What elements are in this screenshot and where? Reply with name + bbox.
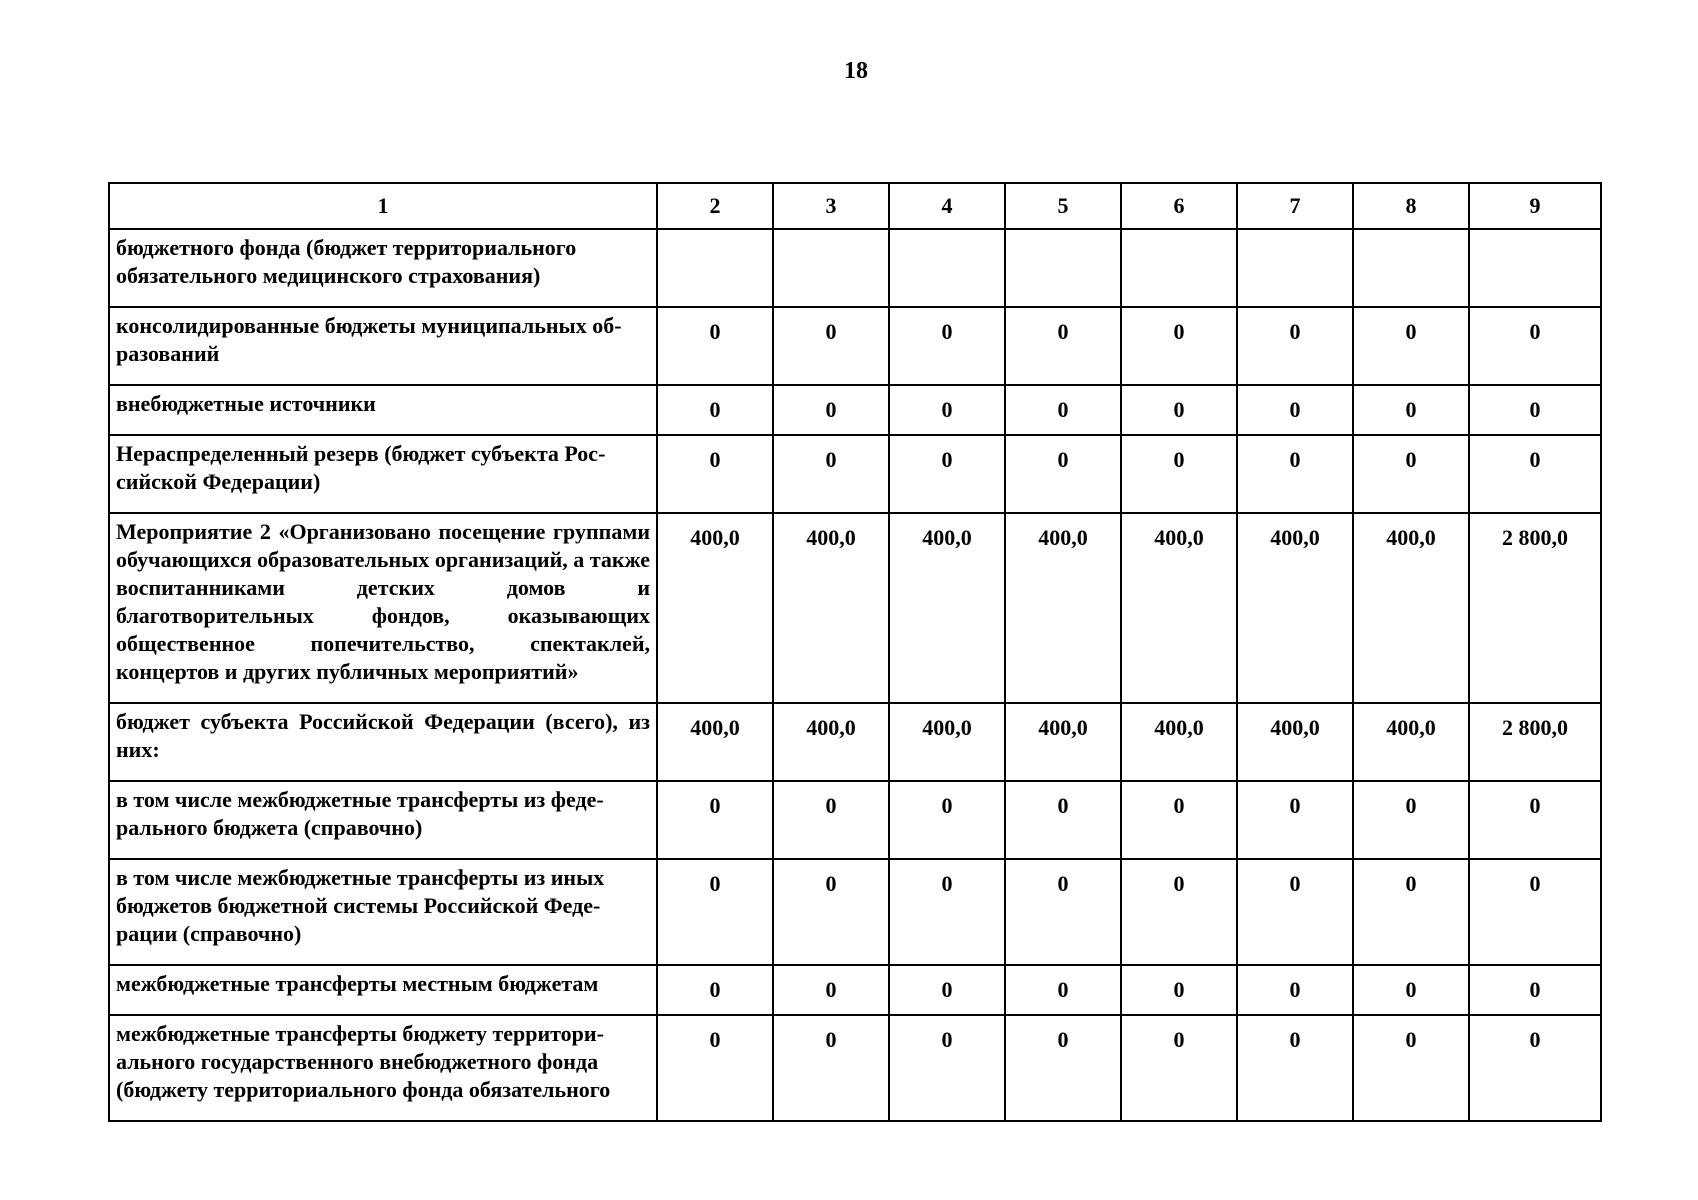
column-header: 4 [889, 183, 1005, 229]
table-cell: 0 [889, 781, 1005, 859]
row-label: внебюджетные источники [109, 385, 657, 435]
table-cell: 400,0 [1121, 513, 1237, 703]
table-cell: 0 [1237, 965, 1353, 1015]
row-label: в том числе межбюджетные трансферты из феде-рального бюджета (справочно) [109, 781, 657, 859]
column-header: 3 [773, 183, 889, 229]
table-cell: 0 [889, 435, 1005, 513]
table-cell: 2 800,0 [1469, 513, 1601, 703]
budget-table [108, 182, 1602, 1122]
table-row [109, 385, 1601, 435]
table-cell: 0 [1353, 859, 1469, 965]
table-cell: 400,0 [889, 513, 1005, 703]
table-cell: 0 [1121, 435, 1237, 513]
row-label: межбюджетные трансферты местным бюджетам [109, 965, 657, 1015]
table-cell: 0 [1121, 307, 1237, 385]
table-cell: 0 [1469, 385, 1601, 435]
table-cell: 400,0 [889, 703, 1005, 781]
table-cell: 0 [773, 435, 889, 513]
column-header: 5 [1005, 183, 1121, 229]
table-row [109, 1015, 1601, 1121]
table-cell: 0 [773, 385, 889, 435]
table-cell: 0 [1353, 435, 1469, 513]
page-number: 18 [844, 58, 868, 84]
table-cell: 0 [1237, 859, 1353, 965]
table-cell: 0 [657, 965, 773, 1015]
table-cell: 0 [1005, 965, 1121, 1015]
table-cell: 0 [1121, 781, 1237, 859]
table-cell: 0 [773, 307, 889, 385]
table-cell: 400,0 [657, 513, 773, 703]
table-cell: 0 [889, 385, 1005, 435]
table-row [109, 513, 1601, 703]
table-row [109, 435, 1601, 513]
table-cell: 0 [1469, 859, 1601, 965]
row-label: межбюджетные трансферты бюджету территори-ального государственного внебюджетного фонда (бюджету территориального фонда обязательного [109, 1015, 657, 1121]
table-cell: 0 [657, 1015, 773, 1121]
table-cell [657, 229, 773, 307]
table-row [109, 965, 1601, 1015]
table-cell: 0 [1005, 781, 1121, 859]
table-cell: 0 [773, 1015, 889, 1121]
table-cell: 0 [1469, 435, 1601, 513]
table-cell [1469, 229, 1601, 307]
table-cell: 0 [1121, 385, 1237, 435]
table-cell: 400,0 [773, 703, 889, 781]
table-cell [1353, 229, 1469, 307]
table-cell: 400,0 [1005, 703, 1121, 781]
table-cell: 0 [1005, 385, 1121, 435]
table-cell: 400,0 [1237, 513, 1353, 703]
table-cell [889, 229, 1005, 307]
column-header: 7 [1237, 183, 1353, 229]
table-cell: 0 [1237, 307, 1353, 385]
row-label: Нераспределенный резерв (бюджет субъекта Рос-сийской Федерации) [109, 435, 657, 513]
table-row [109, 859, 1601, 965]
table-row [109, 703, 1601, 781]
table-cell: 0 [657, 435, 773, 513]
table-cell: 0 [773, 781, 889, 859]
table-cell: 0 [1469, 965, 1601, 1015]
table-cell: 0 [657, 385, 773, 435]
table-row [109, 781, 1601, 859]
table-cell [1005, 229, 1121, 307]
row-label: бюджет субъекта Российской Федерации (всего), из них: [109, 703, 657, 781]
column-header: 9 [1469, 183, 1601, 229]
table-cell: 0 [1005, 859, 1121, 965]
table-cell: 400,0 [1005, 513, 1121, 703]
table-cell: 0 [889, 1015, 1005, 1121]
table-cell: 0 [1469, 781, 1601, 859]
table-cell: 400,0 [1353, 703, 1469, 781]
table-cell: 400,0 [1353, 513, 1469, 703]
column-header: 2 [657, 183, 773, 229]
table-cell: 0 [657, 859, 773, 965]
table-cell: 0 [773, 965, 889, 1015]
table-cell: 0 [1353, 307, 1469, 385]
table-cell: 0 [1353, 965, 1469, 1015]
table-cell: 400,0 [1121, 703, 1237, 781]
table-cell [773, 229, 889, 307]
table-cell: 0 [657, 307, 773, 385]
table-cell [1121, 229, 1237, 307]
table-cell: 0 [1353, 385, 1469, 435]
table-cell: 0 [1121, 859, 1237, 965]
table-cell: 0 [1005, 435, 1121, 513]
table-cell: 400,0 [657, 703, 773, 781]
table-cell: 0 [657, 781, 773, 859]
table-cell: 0 [1005, 307, 1121, 385]
table-cell: 0 [1469, 1015, 1601, 1121]
table-cell: 0 [889, 859, 1005, 965]
table-cell: 0 [889, 965, 1005, 1015]
row-label: в том числе межбюджетные трансферты из иных бюджетов бюджетной системы Российской Феде-рации (справочно) [109, 859, 657, 965]
table-cell: 0 [1469, 307, 1601, 385]
table-cell [1237, 229, 1353, 307]
table-cell: 0 [773, 859, 889, 965]
table-cell: 0 [1353, 1015, 1469, 1121]
table-cell: 0 [1121, 1015, 1237, 1121]
row-label: Мероприятие 2 «Организовано посещение группами обучающихся образовательных организаций, а также воспитанниками детских домов и благотворительных фондов, оказывающих общественное попечительство, спектаклей, концертов и других публичных мероприятий» [109, 513, 657, 703]
table-row [109, 229, 1601, 307]
table-cell: 0 [1237, 385, 1353, 435]
table-row [109, 307, 1601, 385]
table-cell: 0 [1121, 965, 1237, 1015]
table-cell: 400,0 [773, 513, 889, 703]
table-cell: 0 [1237, 1015, 1353, 1121]
table-cell: 0 [1237, 781, 1353, 859]
column-header: 6 [1121, 183, 1237, 229]
table-header-row [109, 183, 1601, 229]
table-cell: 0 [1353, 781, 1469, 859]
row-label: бюджетного фонда (бюджет территориального обязательного медицинского страхования) [109, 229, 657, 307]
table-cell: 0 [1237, 435, 1353, 513]
table-cell: 0 [889, 307, 1005, 385]
table-cell: 400,0 [1237, 703, 1353, 781]
table-cell: 0 [1005, 1015, 1121, 1121]
row-label: консолидированные бюджеты муниципальных об-разований [109, 307, 657, 385]
table-cell: 2 800,0 [1469, 703, 1601, 781]
column-header: 1 [109, 183, 657, 229]
column-header: 8 [1353, 183, 1469, 229]
